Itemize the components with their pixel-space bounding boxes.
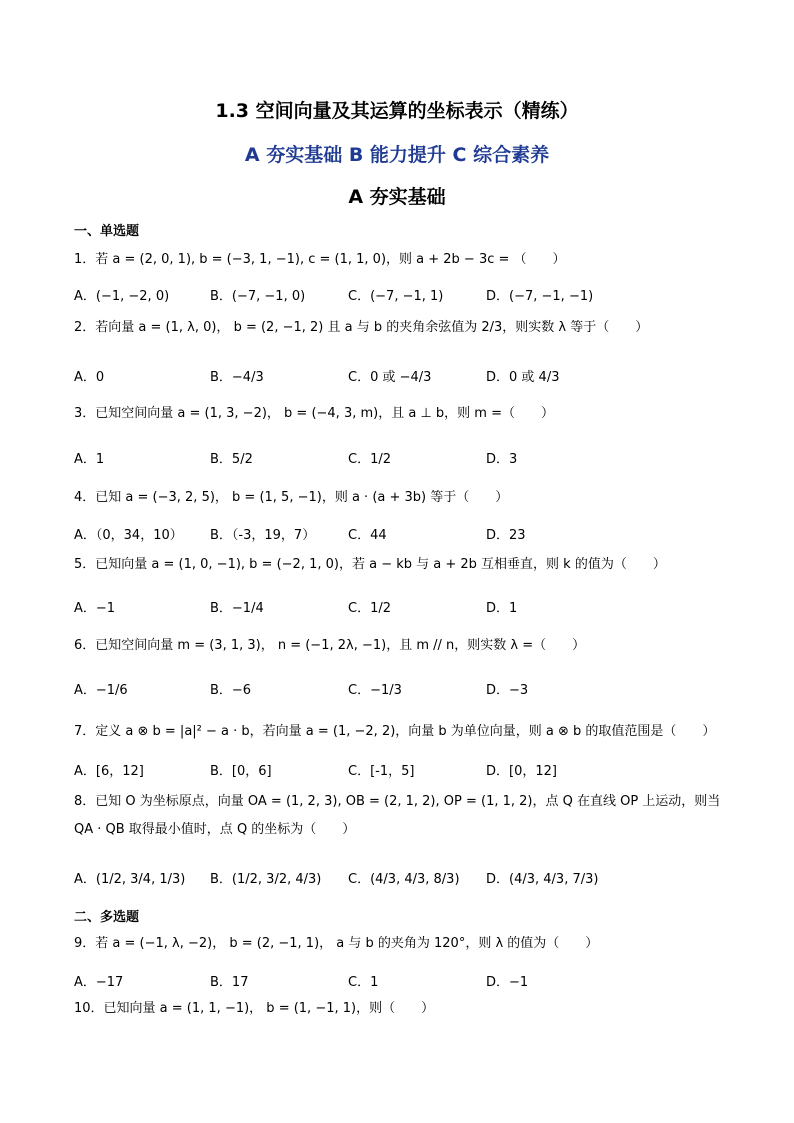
option-d: D．23 [486,527,526,543]
option-b: B．5/2 [210,451,253,467]
option-b: B．(−7, −1, 0) [210,288,306,304]
option-d: D．−1 [486,974,529,990]
question-stem: 9．若 a = (−1, λ, −2)， b = (2, −1, 1)， a 与 b 的夹角为 120°，则 λ 的值为（ ） [74,936,599,951]
question-options [74,586,734,626]
option-a: A．−1/6 [74,682,128,698]
option-d: D．3 [486,451,518,467]
option-c: C．1 [348,974,379,990]
option-d: D．0 或 4/3 [486,369,560,385]
option-c: C．44 [348,527,387,543]
option-d: D．[0，12] [486,763,557,779]
option-d: D．(4/3, 4/3, 7/3) [486,871,599,887]
option-a: A．1 [74,451,105,467]
question-options [74,355,734,395]
question-options [74,960,734,1000]
page-subtitle: A 夯实基础 B 能力提升 C 综合素养 [244,144,550,166]
option-a: A．（0，34，10） [74,527,183,543]
question-stem: 7．定义 a ⊗ b = |a|² − a · b，若向量 a = (1, −2, 2)，向量 b 为单位向量，则 a ⊗ b 的取值范围是（ ） [74,724,716,739]
option-c: C．−1/3 [348,682,402,698]
question-stem: 2．若向量 a = (1, λ, 0)， b = (2, −1, 2) 且 a 与 b 的夹角余弦值为 2/3，则实数 λ 等于（ ） [74,320,649,335]
option-c: C．(−7, −1, 1) [348,288,444,304]
option-b: B．[0，6] [210,763,272,779]
question-options [74,513,734,553]
question-options [74,274,734,314]
option-c: C．[-1，5] [348,763,415,779]
option-b: B．17 [210,974,249,990]
option-d: D．−3 [486,682,529,698]
option-a: A．(−1, −2, 0) [74,288,170,304]
option-a: A．0 [74,369,105,385]
option-a: A．(1/2, 3/4, 1/3) [74,871,186,887]
option-d: D．(−7, −1, −1) [486,288,594,304]
question-options [74,749,734,789]
option-b: B．−1/4 [210,600,264,616]
option-b: B．−4/3 [210,369,264,385]
option-c: C．(4/3, 4/3, 8/3) [348,871,460,887]
option-c: C．1/2 [348,600,391,616]
question-stem: 6．已知空间向量 m = (3, 1, 3)， n = (−1, 2λ, −1)，且 m // n，则实数 λ =（ ） [74,638,586,653]
section-heading: A 夯实基础 [348,186,446,208]
option-b: B．−6 [210,682,252,698]
question-stem: 4．已知 a = (−3, 2, 5)， b = (1, 5, −1)，则 a · (a + 3b) 等于（ ） [74,490,509,505]
part-heading-single-choice: 一、单选题 [74,224,140,239]
option-d: D．1 [486,600,518,616]
option-b: B．（-3，19，7） [210,527,316,543]
option-a: A．−1 [74,600,116,616]
option-c: C．1/2 [348,451,391,467]
question-options [74,668,734,708]
question-options [74,437,734,477]
option-a: A．−17 [74,974,124,990]
question-stem: 3．已知空间向量 a = (1, 3, −2)， b = (−4, 3, m)，且 a ⊥ b，则 m =（ ） [74,406,554,421]
option-a: A．[6，12] [74,763,144,779]
page-title: 1.3 空间向量及其运算的坐标表示（精练） [215,100,579,122]
question-stem: 8．已知 O 为坐标原点，向量 OA = (1, 2, 3), OB = (2, 1, 2), OP = (1, 1, 2)，点 Q 在直线 OP 上运动，则当 QA · QB 取得最小值时，点 Q 的坐标为（ ） [74,794,721,837]
question-stem: 1．若 a = (2, 0, 1), b = (−3, 1, −1), c = (1, 1, 0)，则 a + 2b − 3c = （ ） [74,252,566,267]
option-b: B．(1/2, 3/2, 4/3) [210,871,322,887]
question-stem: 10．已知向量 a = (1, 1, −1)， b = (1, −1, 1)，则（ ） [74,1001,435,1016]
question-options [74,857,734,897]
part-heading-multi-choice: 二、多选题 [74,910,140,925]
option-c: C．0 或 −4/3 [348,369,432,385]
question-stem: 5．已知向量 a = (1, 0, −1), b = (−2, 1, 0)，若 a − kb 与 a + 2b 互相垂直，则 k 的值为（ ） [74,557,666,572]
